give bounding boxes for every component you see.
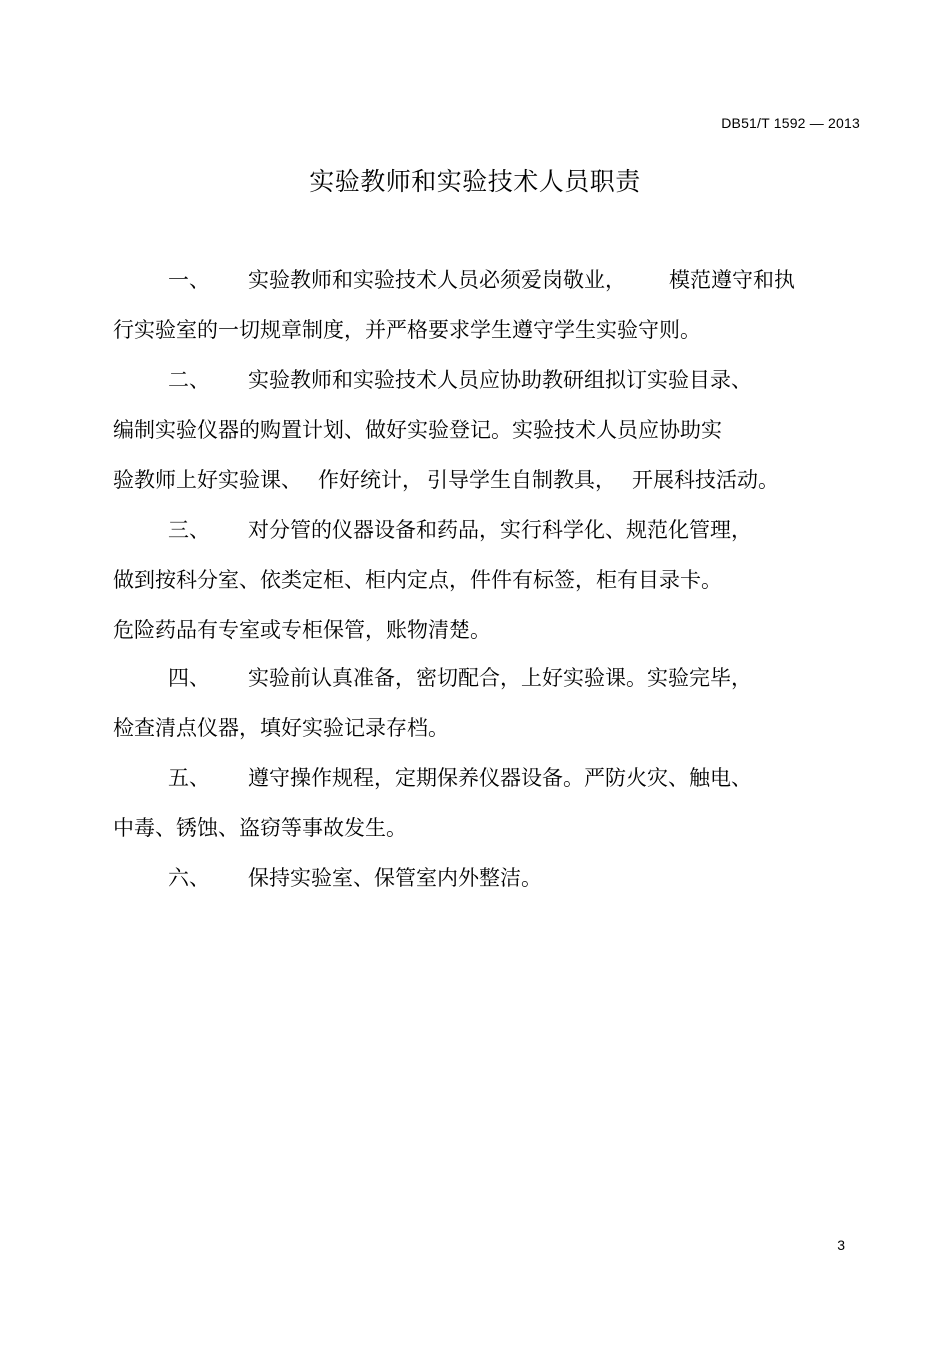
- text-segment: 检查清点仪器，填好实验记录存档。: [113, 716, 449, 740]
- text-segment: 实验前认真准备，密切配合，上好实验课。实验完毕，: [248, 666, 752, 690]
- item-3-line-3: [113, 616, 491, 644]
- document-title: 实验教师和实验技术人员职责: [309, 167, 641, 196]
- item-5-line-2: [113, 814, 407, 842]
- item-4-line-1: [113, 664, 752, 692]
- text-segment: 危险药品有专室或专柜保管，账物清楚。: [113, 618, 491, 642]
- item-5-number: 五、: [168, 766, 210, 790]
- item-3-number: 三、: [168, 518, 210, 542]
- item-2-line-3: [113, 466, 779, 494]
- item-4-line-2: [113, 714, 449, 742]
- item-4-number: 四、: [168, 666, 210, 690]
- item-3-line-1: [113, 516, 752, 544]
- item-3-line-2: [113, 566, 722, 594]
- text-segment: 验教师上好实验课、: [113, 468, 302, 492]
- text-segment: 实验教师和实验技术人员应协助教研组拟订实验目录、: [248, 368, 752, 392]
- item-2-line-1: [113, 366, 752, 394]
- item-1-line-2: [113, 316, 701, 344]
- item-2-line-2: [113, 416, 722, 444]
- item-5-line-1: [113, 764, 752, 792]
- page-number: 3: [837, 1237, 845, 1253]
- text-segment: 开展科技活动。: [632, 468, 779, 492]
- text-segment: 中毒、锈蚀、盗窃等事故发生。: [113, 816, 407, 840]
- item-6-number: 六、: [168, 866, 210, 890]
- item-2-number: 二、: [168, 368, 210, 392]
- text-segment: 做到按科分室、依类定柜、柜内定点，件件有标签，柜有目录卡。: [113, 568, 722, 592]
- standard-code: DB51/T 1592 — 2013: [721, 115, 860, 131]
- text-segment: 编制实验仪器的购置计划、做好实验登记。实验技术人员应协助实: [113, 418, 722, 442]
- item-1-line-1: [113, 266, 795, 294]
- text-segment: 实验教师和实验技术人员必须爱岗敬业，: [248, 268, 626, 292]
- text-segment: 模范遵守和执: [669, 268, 795, 292]
- text-segment: 行实验室的一切规章制度，并严格要求学生遵守学生实验守则。: [113, 318, 701, 342]
- text-segment: 保持实验室、保管室内外整洁。: [248, 866, 542, 890]
- text-segment: 引导学生自制教具，: [427, 468, 616, 492]
- item-6-line-1: [113, 864, 542, 892]
- item-1-number: 一、: [168, 268, 210, 292]
- text-segment: 遵守操作规程，定期保养仪器设备。严防火灾、触电、: [248, 766, 752, 790]
- text-segment: 作好统计，: [318, 468, 423, 492]
- text-segment: 对分管的仪器设备和药品，实行科学化、规范化管理，: [248, 518, 752, 542]
